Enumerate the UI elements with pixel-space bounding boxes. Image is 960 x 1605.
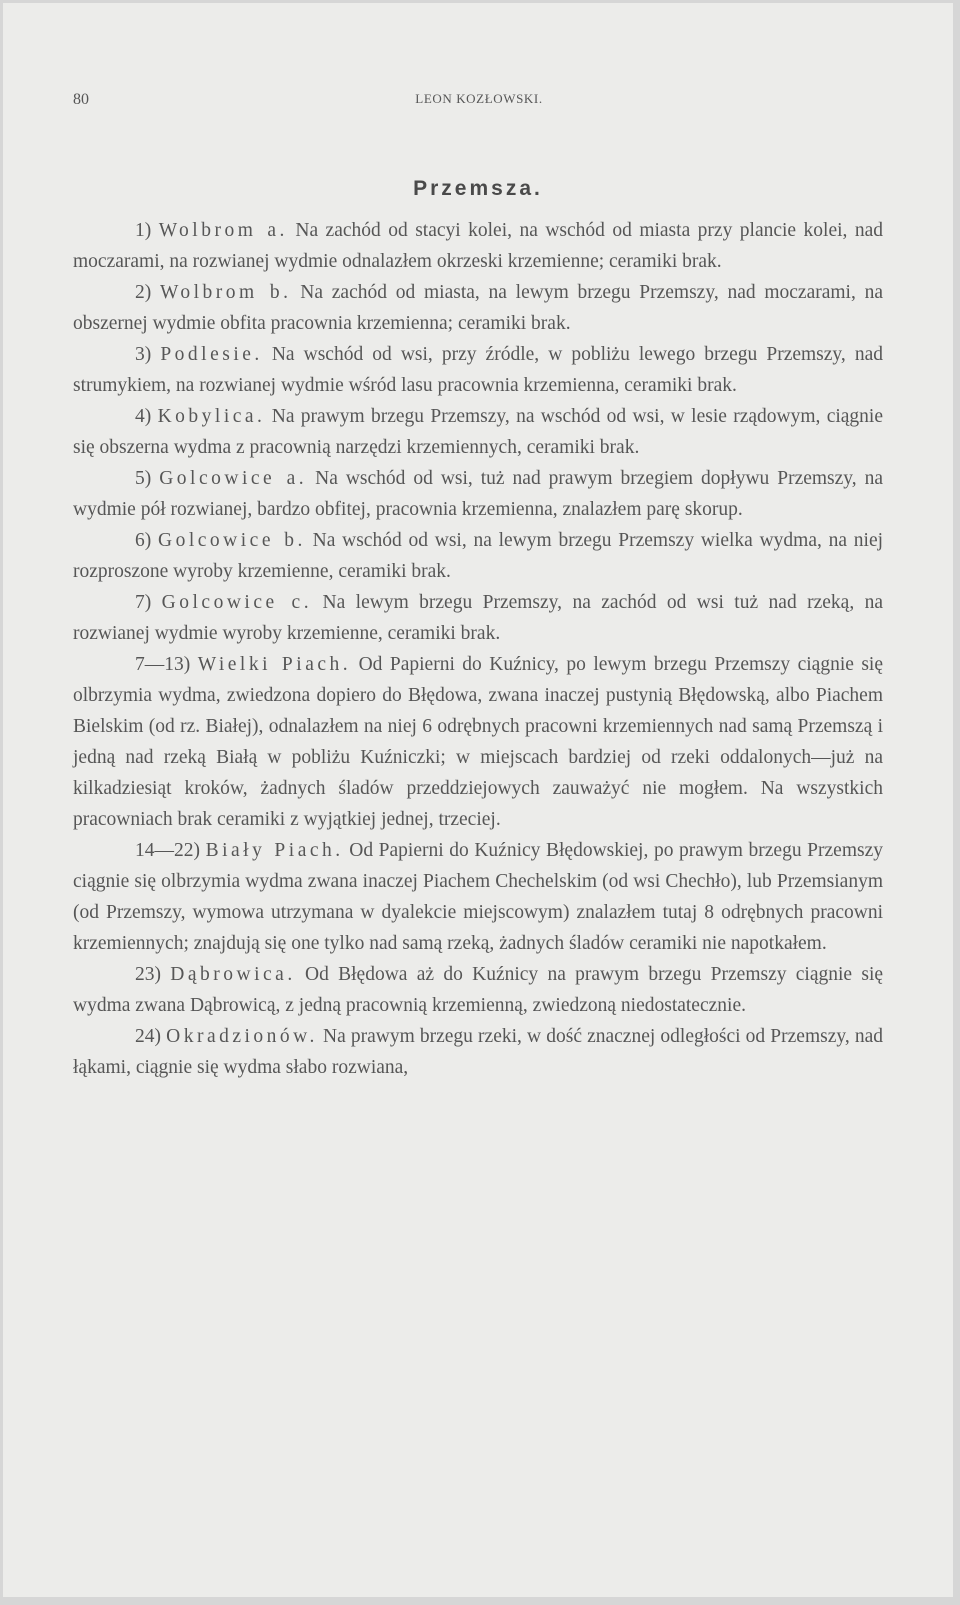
entry-description: Na prawym brzegu Przemszy, na wschód od wsi, w lesie rządowym, ciągnie się obszerna wydma z pracownią narzędzi krzemiennych, ceramiki brak. <box>73 406 883 458</box>
entry-site-name: Golcowice b. <box>158 530 306 551</box>
entry-description: Na zachód od stacyi kolei, na wschód od miasta przy plancie kolei, nad moczarami, na rozwianej wydmie odnalazłem okrzeski krzemienne; ceramiki brak. <box>73 220 884 272</box>
entry-dabrowica <box>73 959 883 1021</box>
entry-description: Na wschód od wsi, tuż nad prawym brzegiem dopływu Przemszy, na wydmie pół rozwianej, bardzo obfitej, pracownia krzemienna, znalazłem parę skorup. <box>73 468 884 520</box>
page-header <box>73 91 885 115</box>
entry-golcowice-b <box>73 525 883 587</box>
entry-site-name: Kobylica. <box>157 406 266 427</box>
entry-number: 3) <box>135 344 152 365</box>
entry-wolbrom-b <box>73 277 883 339</box>
entry-site-name: Wolbrom a. <box>158 220 288 241</box>
entry-description: Na zachód od miasta, na lewym brzegu Przemszy, nad moczarami, na obszernej wydmie obfita pracownia krzemienna; ceramiki brak. <box>73 282 883 334</box>
document-page <box>3 3 953 1597</box>
entry-site-name: Okradzionów. <box>166 1026 318 1047</box>
entry-okradzionow <box>73 1021 883 1083</box>
entry-number: 6) <box>135 530 152 551</box>
entry-number: 4) <box>135 406 152 427</box>
entry-wielki-piach <box>73 649 883 835</box>
entry-number: 23) <box>135 964 161 985</box>
entry-number: 5) <box>135 468 152 489</box>
entry-site-name: Golcowice c. <box>161 592 313 613</box>
entry-site-name: Podlesie. <box>160 344 263 365</box>
entry-site-name: Wielki Piach. <box>197 654 352 675</box>
entry-number: 7) <box>135 592 152 613</box>
entry-bialy-piach <box>73 835 883 959</box>
entry-description: Na lewym brzegu Przemszy, na zachód od wsi tuż nad rzeką, na rozwianej wydmie wyroby krzemienne, ceramiki brak. <box>73 592 884 644</box>
entry-description: Na prawym brzegu rzeki, w dość znacznej odległości od Przemszy, nad łąkami, ciągnie się wydma słabo rozwiana, <box>73 1026 884 1078</box>
entry-description: Od Błędowa aż do Kuźnicy na prawym brzegu Przemszy ciągnie się wydma zwana Dąbrowicą, z jedną pracownią krzemienną, zwiedzoną niedostatecznie. <box>73 964 884 1016</box>
running-head: LEON KOZŁOWSKI. <box>415 91 543 106</box>
entry-number: 1) <box>135 220 152 241</box>
entry-number: 7—13) <box>135 654 191 675</box>
entry-description: Od Papierni do Kuźnicy, po lewym brzegu Przemszy ciągnie się olbrzymia wydma, zwiedzona dopiero do Błędowa, zwana inaczej pustynią Błędowską, albo Piachem Bielskim (od rz. Białej), odnalazłem na niej 6 odrębnych pracowni krzemiennych nad samą Przemszą i jedną nad rzeką Białą w pobliżu Kuźniczki; w miejscach bardziej od rzeki oddalonych—już na kilkadziesiąt kroków, żadnych śladów przeddziejowych zauważyć nie mogłem. Na wszystkich pracowniach brak ceramiki z wyjątkiej jednej, trzeciej. <box>73 654 884 830</box>
entry-golcowice-a <box>73 463 883 525</box>
entry-description: Na wschód od wsi, na lewym brzegu Przemszy wielka wydma, na niej rozproszone wyroby krzemienne, ceramiki brak. <box>73 530 884 582</box>
entry-golcowice-c <box>73 587 883 649</box>
entry-site-name: Dąbrowica. <box>170 964 296 985</box>
entry-number: 2) <box>135 282 152 303</box>
entry-description: Od Papierni do Kuźnicy Błędowskiej, po prawym brzegu Przemszy ciągnie się olbrzymia wydma zwana inaczej Piachem Chechelskim (od wsi Chechło), lub Przemsianym (od Przemszy, wymowa utrzymana w dyalekcie miejscowym) znalazłem tutaj 8 odrębnych pracowni krzemiennych; znajdują się one tylko nad samą rzeką, żadnych śladów ceramiki nie napotkałem. <box>73 840 883 954</box>
entry-site-name: Wolbrom b. <box>160 282 292 303</box>
entry-number: 24) <box>135 1026 161 1047</box>
entry-wolbrom-a <box>73 215 883 277</box>
body-text <box>73 215 883 1083</box>
entry-site-name: Golcowice a. <box>159 468 308 489</box>
entry-number: 14—22) <box>135 840 200 861</box>
page-number: 80 <box>73 91 89 108</box>
entry-description: Na wschód od wsi, przy źródle, w pobliżu lewego brzegu Przemszy, nad strumykiem, na rozwianej wydmie wśród lasu pracownia krzemienna, ceramiki brak. <box>73 344 883 396</box>
entry-kobylica <box>73 401 883 463</box>
entry-podlesie <box>73 339 883 401</box>
entry-site-name: Biały Piach. <box>205 840 344 861</box>
section-title: Przemsza. <box>413 177 543 200</box>
